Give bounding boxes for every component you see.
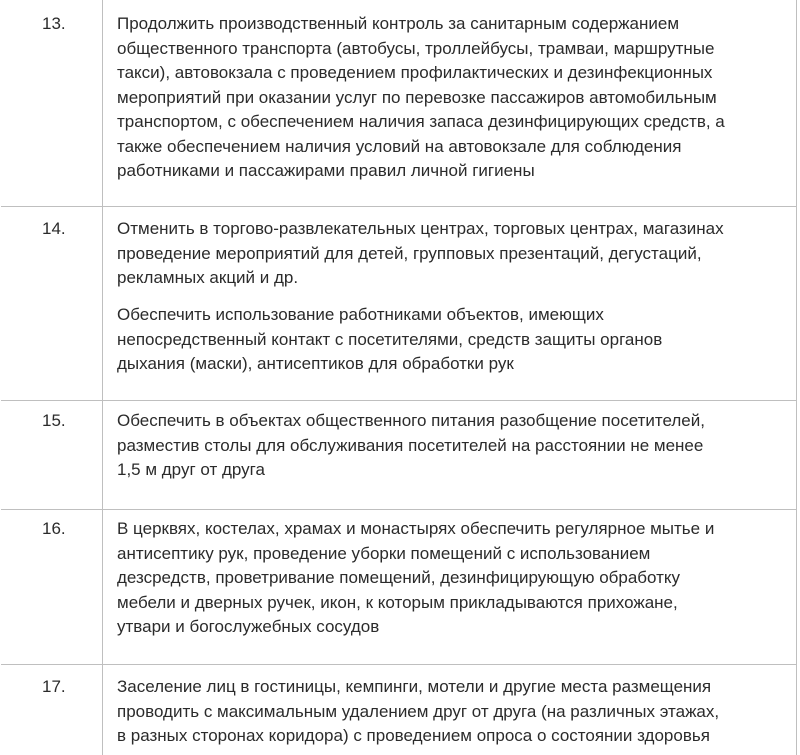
row-text: Обеспечить использование работниками объектов, имеющих непосредственный контакт с посетителями, средств защиты органов дыхания (маски), антисептиков для обработки рук <box>117 305 663 373</box>
row-number: 17. <box>42 677 66 696</box>
number-cell <box>1 401 103 509</box>
number-cell <box>1 0 103 206</box>
row-text: Заселение лиц в гостиницы, кемпинги, мотели и другие места размещения проводить с максимальным удалением друг от друга (на различных этажах, в разных сторонах коридора) с проведением опроса о состоянии здоровья <box>117 677 720 745</box>
text-cell <box>103 207 797 400</box>
table-row <box>1 510 797 665</box>
table-row <box>1 207 797 401</box>
row-text: В церквях, костелах, храмах и монастырях обеспечить регулярное мытье и антисептику рук, проведение уборки помещений с использованием дезсредств, проветривание помещений, дезинфицирующую обработку мебели и дверных ручек, икон, к которым прикладываются прихожане, утвари и богослужебных сосудов <box>117 519 715 636</box>
row-number: 14. <box>42 219 66 238</box>
table-row <box>1 665 797 755</box>
row-text: Продолжить производственный контроль за санитарным содержанием общественного транспорта (автобусы, троллейбусы, трамваи, маршрутные такси), автовокзала с проведением профилактических и дезинфекционных мероприятий при оказании услуг по перевозке пассажиров автомобильным транспортом, с обеспечением наличия запаса дезинфицирующих средств, а также обеспечением наличия условий на автовокзале для соблюдения работниками и пассажирами правил личной гигиены <box>117 14 725 180</box>
row-number: 15. <box>42 411 66 430</box>
row-number: 13. <box>42 14 66 33</box>
row-number: 16. <box>42 519 66 538</box>
number-cell <box>1 510 103 664</box>
table-row <box>1 401 797 510</box>
number-cell <box>1 665 103 755</box>
text-cell <box>103 665 797 755</box>
text-cell <box>103 401 797 509</box>
table-row <box>1 0 797 207</box>
number-cell <box>1 207 103 400</box>
text-cell <box>103 0 797 206</box>
row-text: Отменить в торгово-развлекательных центрах, торговых центрах, магазинах проведение мероприятий для детей, групповых презентаций, дегустаций, рекламных акций и др. <box>117 219 724 287</box>
row-text: Обеспечить в объектах общественного питания разобщение посетителей, разместив столы для обслуживания посетителей на расстоянии не менее 1,5 м друг от друга <box>117 411 705 479</box>
text-cell <box>103 510 797 664</box>
